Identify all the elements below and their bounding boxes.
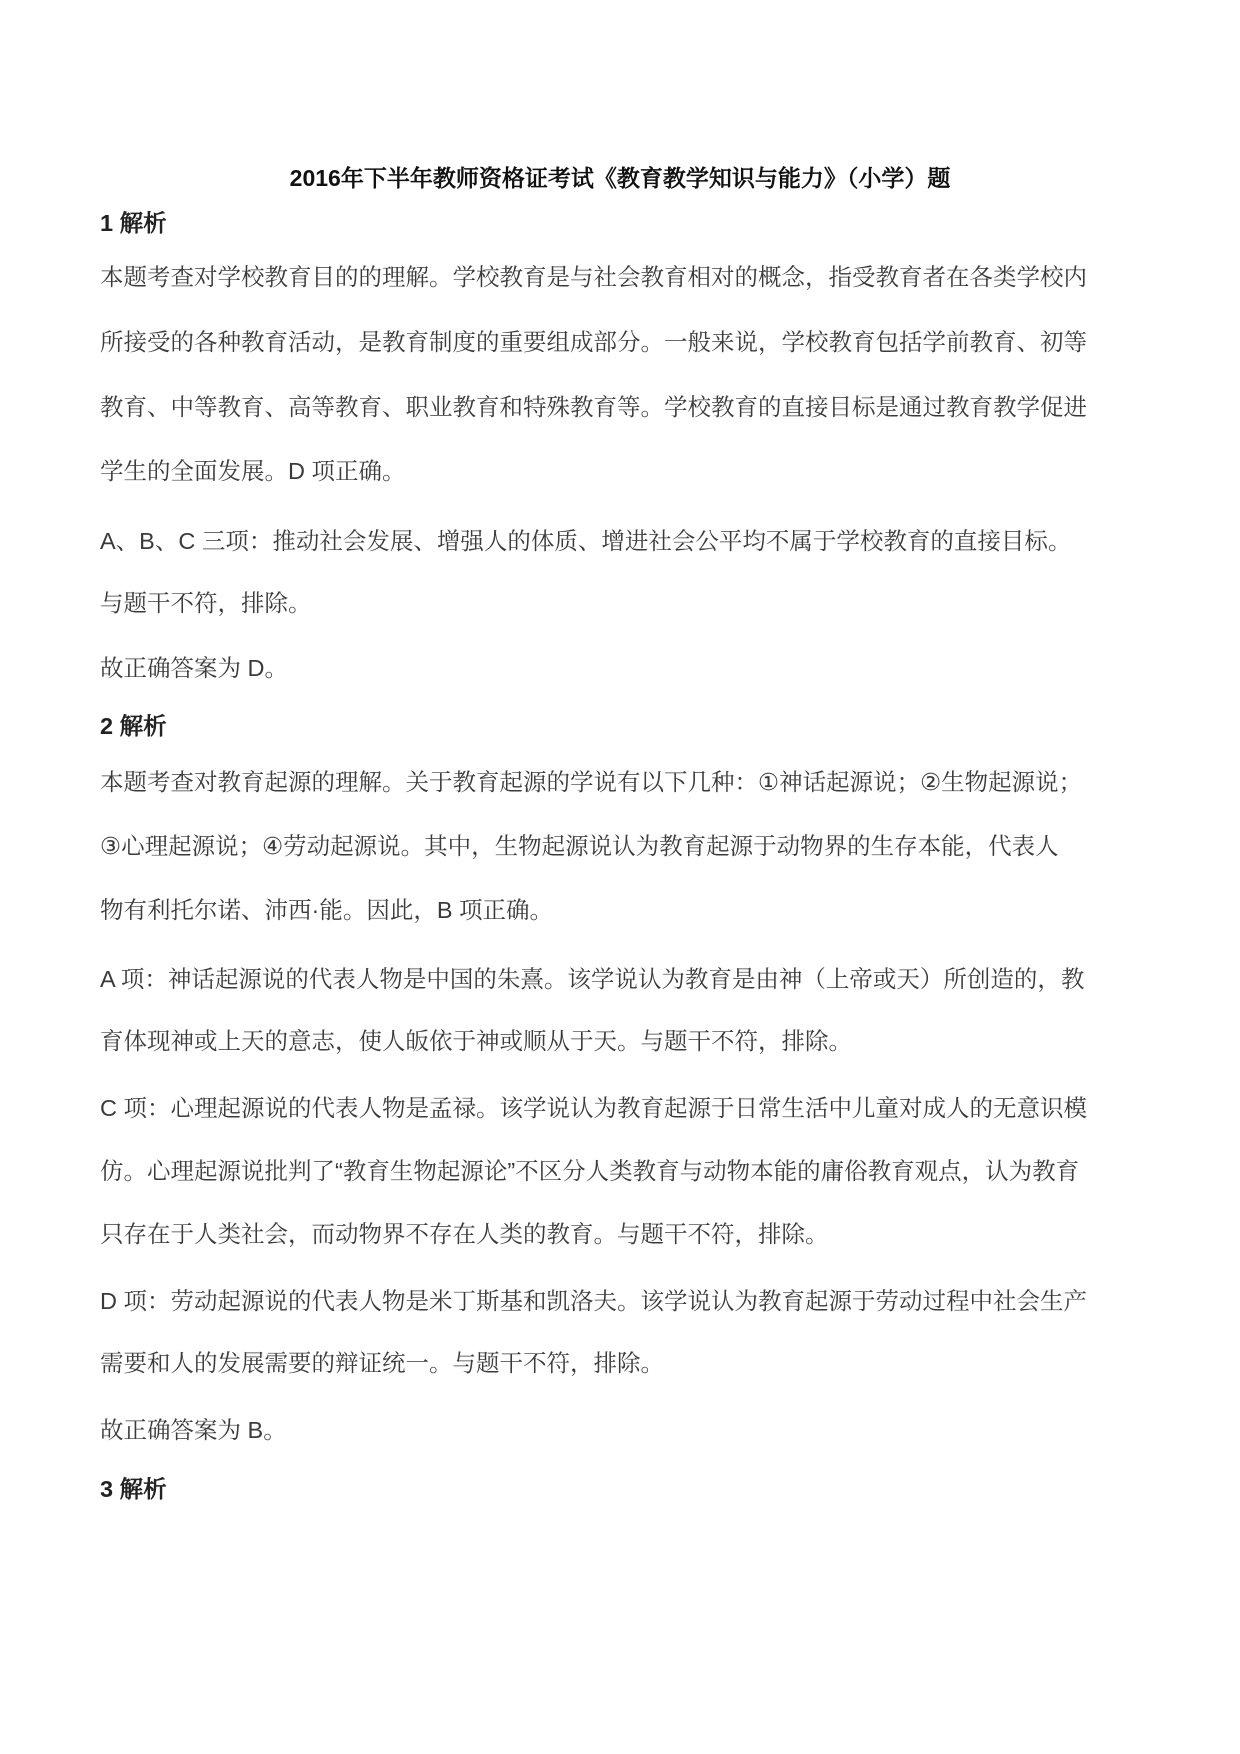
paragraph-line: 学生的全面发展。D 项正确。 xyxy=(100,458,406,484)
paragraph-line: 故正确答案为 D。 xyxy=(100,655,288,681)
paragraph-line: 所接受的各种教育活动，是教育制度的重要组成部分。一般来说，学校教育包括学前教育、初等 xyxy=(100,329,1087,355)
paragraph-line: 物有利托尔诺、沛西·能。因此，B 项正确。 xyxy=(100,897,554,923)
paragraph-line: 育体现神或上天的意志，使人皈依于神或顺从于天。与题干不符，排除。 xyxy=(100,1028,852,1054)
section-heading: 2 解析 xyxy=(100,713,167,739)
paragraph-line: 故正确答案为 B。 xyxy=(100,1417,287,1443)
paragraph-line: D 项：劳动起源说的代表人物是米丁斯基和凯洛夫。该学说认为教育起源于劳动过程中社会生产 xyxy=(100,1288,1087,1314)
paragraph-line: A 项：神话起源说的代表人物是中国的朱熹。该学说认为教育是由神（上帝或天）所创造的，教 xyxy=(100,966,1085,992)
paragraph-line: 教育、中等教育、高等教育、职业教育和特殊教育等。学校教育的直接目标是通过教育教学促进 xyxy=(100,394,1087,420)
paragraph-line: 与题干不符，排除。 xyxy=(100,590,312,616)
paragraph-line: 本题考查对教育起源的理解。关于教育起源的学说有以下几种：①神话起源说；②生物起源说； xyxy=(100,769,1083,795)
paragraph-line: A、B、C 三项：推动社会发展、增强人的体质、增进社会公平均不属于学校教育的直接目标。 xyxy=(100,528,1072,554)
paragraph-line: 本题考查对学校教育目的的理解。学校教育是与社会教育相对的概念，指受教育者在各类学校内 xyxy=(100,264,1087,290)
section-heading: 3 解析 xyxy=(100,1476,167,1502)
paragraph-line: ③心理起源说；④劳动起源说。其中，生物起源说认为教育起源于动物界的生存本能，代表人 xyxy=(100,833,1059,859)
section-heading: 1 解析 xyxy=(100,210,167,236)
document-title: 2016年下半年教师资格证考试《教育教学知识与能力》（小学）题 xyxy=(289,165,951,191)
paragraph-line: C 项：心理起源说的代表人物是孟禄。该学说认为教育起源于日常生活中儿童对成人的无意识模 xyxy=(100,1095,1087,1121)
paragraph-line: 需要和人的发展需要的辩证统一。与题干不符，排除。 xyxy=(100,1350,664,1376)
paragraph-line: 仿。心理起源说批判了“教育生物起源论”不区分人类教育与动物本能的庸俗教育观点，认为教育 xyxy=(100,1158,1080,1184)
paragraph-line: 只存在于人类社会，而动物界不存在人类的教育。与题干不符，排除。 xyxy=(100,1221,829,1247)
